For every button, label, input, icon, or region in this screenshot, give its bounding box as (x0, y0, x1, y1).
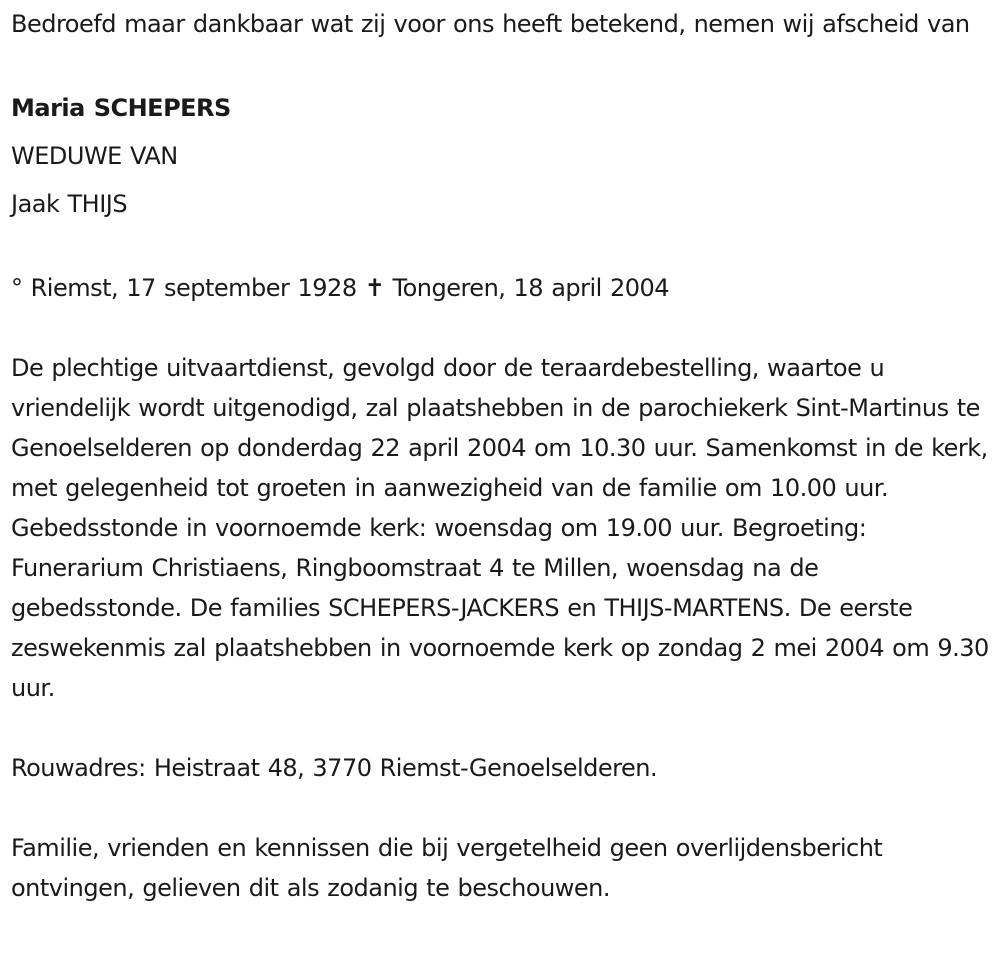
spouse-name: Jaak THIJS (11, 190, 128, 218)
birth-text: ° Riemst, 17 september 1928 (11, 274, 357, 302)
cross-icon: ✝ (364, 274, 385, 302)
mourning-address: Rouwadres: Heistraat 48, 3770 Riemst-Genoelselderen. (11, 754, 658, 782)
death-text: Tongeren, 18 april 2004 (392, 274, 670, 302)
intro-text: Bedroefd maar dankbaar wat zij voor ons heeft betekend, nemen wij afscheid van (11, 10, 970, 38)
service-details: De plechtige uitvaartdienst, gevolgd door de teraardebestelling, waartoe u vriendelijk wordt uitgenodigd, zal plaatshebben in de parochiekerk Sint-Martinus te Genoelselderen op donderdag 22 april 2004 om 10.30 uur. Samenkomst in de kerk, met gelegenheid tot groeten in aanwezigheid van de familie om 10.00 uur. Gebedsstonde in voornoemde kerk: woensdag om 19.00 uur. Begroeting: Funerarium Christiaens, Ringboomstraat 4 te Millen, woensdag na de gebedsstonde. De families SCHEPERS-JACKERS en THIJS-MARTENS. De eerste zeswekenmis zal plaatshebben in voornoemde kerk op zondag 2 mei 2004 om 9.30 uur. (11, 354, 989, 702)
closing-text: Familie, vrienden en kennissen die bij vergetelheid geen overlijdensbericht ontvingen, gelieven dit als zodanig te beschouwen. (11, 834, 883, 902)
relation-text: WEDUWE VAN (11, 142, 178, 170)
life-dates (11, 268, 991, 308)
obituary-notice (11, 4, 991, 908)
deceased-name: Maria SCHEPERS (11, 94, 231, 122)
